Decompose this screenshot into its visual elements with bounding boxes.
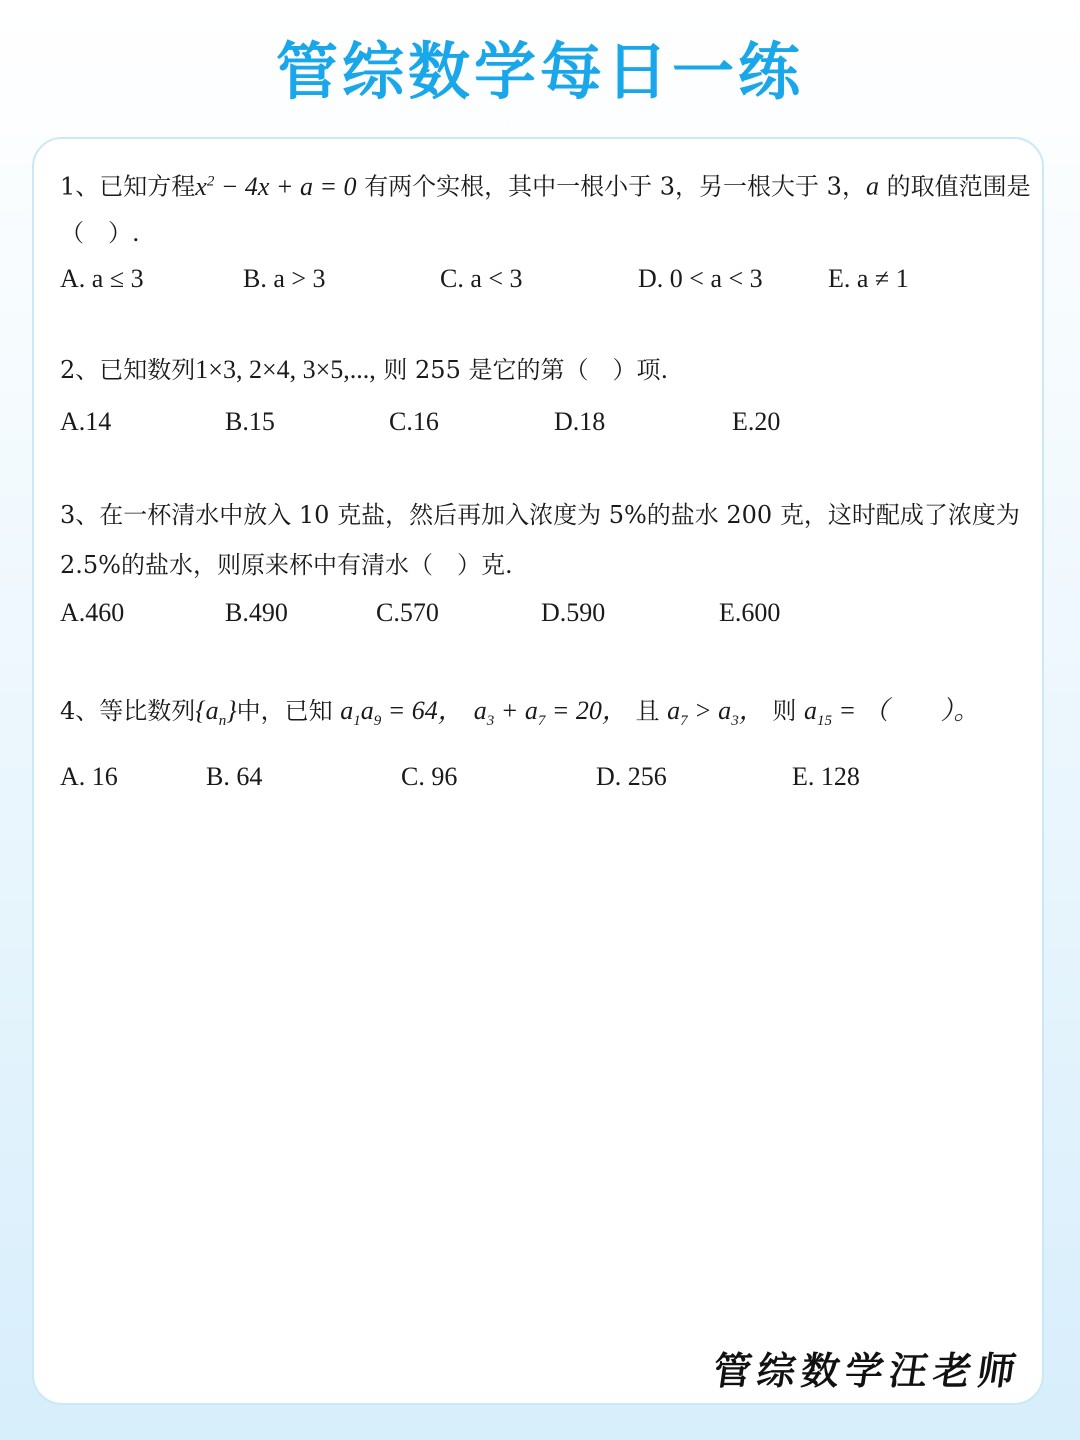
question-4-text-a: 4、等比数列 bbox=[60, 697, 196, 725]
option-d[interactable]: D. 256 bbox=[596, 762, 667, 792]
author-signature: 管综数学汪老师 bbox=[710, 1348, 1025, 1393]
option-c[interactable]: C. 96 bbox=[401, 762, 458, 792]
page-title: 管综数学每日一练 bbox=[275, 35, 804, 108]
question-1-text-b: 有两个实根，其中一根小于 3，另一根大于 3， bbox=[356, 172, 866, 201]
question-2-stem bbox=[60, 347, 1035, 393]
question-4-condition-2: $a_3 + a_7 = 20$， bbox=[473, 696, 628, 730]
question-4-sequence: $\{a_n\}$ bbox=[195, 696, 237, 730]
question-4 bbox=[60, 688, 1035, 800]
option-b[interactable]: B.490 bbox=[225, 598, 288, 627]
question-2-sequence: 1×3, 2×4, 3×5,..., bbox=[195, 355, 376, 384]
question-4-condition-1: $a_1a_9 = 64$， bbox=[340, 696, 464, 730]
question-4-target: $a_{15}$ = （ ）。 bbox=[803, 696, 980, 730]
question-1 bbox=[60, 158, 1035, 302]
question-3-stem: 3、在一杯清水中放入 10 克盐，然后再加入浓度为 5%的盐水 200 克，这时配成了浓度为 2.5%的盐水，则原来杯中有清水（ ）克. bbox=[60, 501, 1020, 579]
question-4-text-b: 中，已知 bbox=[236, 697, 341, 725]
question-1-paren: （ ）. bbox=[60, 218, 140, 247]
option-a[interactable]: A. a ≤ 3 bbox=[60, 263, 144, 293]
question-1-equation: $x^2 - 4x + a = 0$ bbox=[195, 171, 357, 201]
question-4-options bbox=[60, 754, 1035, 800]
option-b[interactable]: B.15 bbox=[225, 407, 275, 436]
question-2 bbox=[60, 347, 1035, 445]
question-1-variable: a bbox=[865, 171, 879, 201]
option-c[interactable]: C.16 bbox=[389, 407, 439, 436]
question-1-stem bbox=[60, 158, 1035, 210]
option-a[interactable]: A.460 bbox=[60, 598, 125, 627]
question-2-text-a: 2、已知数列 bbox=[60, 356, 196, 384]
option-d[interactable]: D. 0 < a < 3 bbox=[638, 263, 763, 293]
option-b[interactable]: B. 64 bbox=[206, 762, 263, 792]
option-a[interactable]: A.14 bbox=[60, 407, 112, 436]
option-b[interactable]: B. a > 3 bbox=[243, 263, 326, 293]
question-3-options bbox=[60, 590, 1025, 636]
question-4-stem bbox=[60, 688, 1035, 744]
option-e[interactable]: E. 128 bbox=[792, 762, 860, 792]
question-4-condition-3: $a_7 > a_3$， bbox=[667, 696, 765, 730]
option-c[interactable]: C.570 bbox=[376, 598, 439, 627]
option-d[interactable]: D.590 bbox=[541, 598, 606, 627]
option-a[interactable]: A. 16 bbox=[60, 762, 118, 792]
option-d[interactable]: D.18 bbox=[554, 407, 606, 436]
question-1-text-c: 的取值范围是 bbox=[878, 172, 1031, 201]
question-1-options bbox=[60, 256, 1035, 302]
question-3 bbox=[60, 490, 1025, 636]
option-e[interactable]: E.20 bbox=[732, 407, 781, 436]
question-2-text-b: 则 255 是它的第（ ）项. bbox=[375, 356, 669, 384]
question-2-options bbox=[60, 399, 1035, 445]
option-e[interactable]: E.600 bbox=[719, 598, 781, 627]
question-1-text-a: 1、已知方程 bbox=[60, 172, 196, 201]
option-c[interactable]: C. a < 3 bbox=[440, 263, 523, 293]
option-e[interactable]: E. a ≠ 1 bbox=[828, 263, 909, 293]
question-4-text-d: 则 bbox=[764, 697, 804, 725]
question-4-text-c: 且 bbox=[627, 697, 668, 725]
